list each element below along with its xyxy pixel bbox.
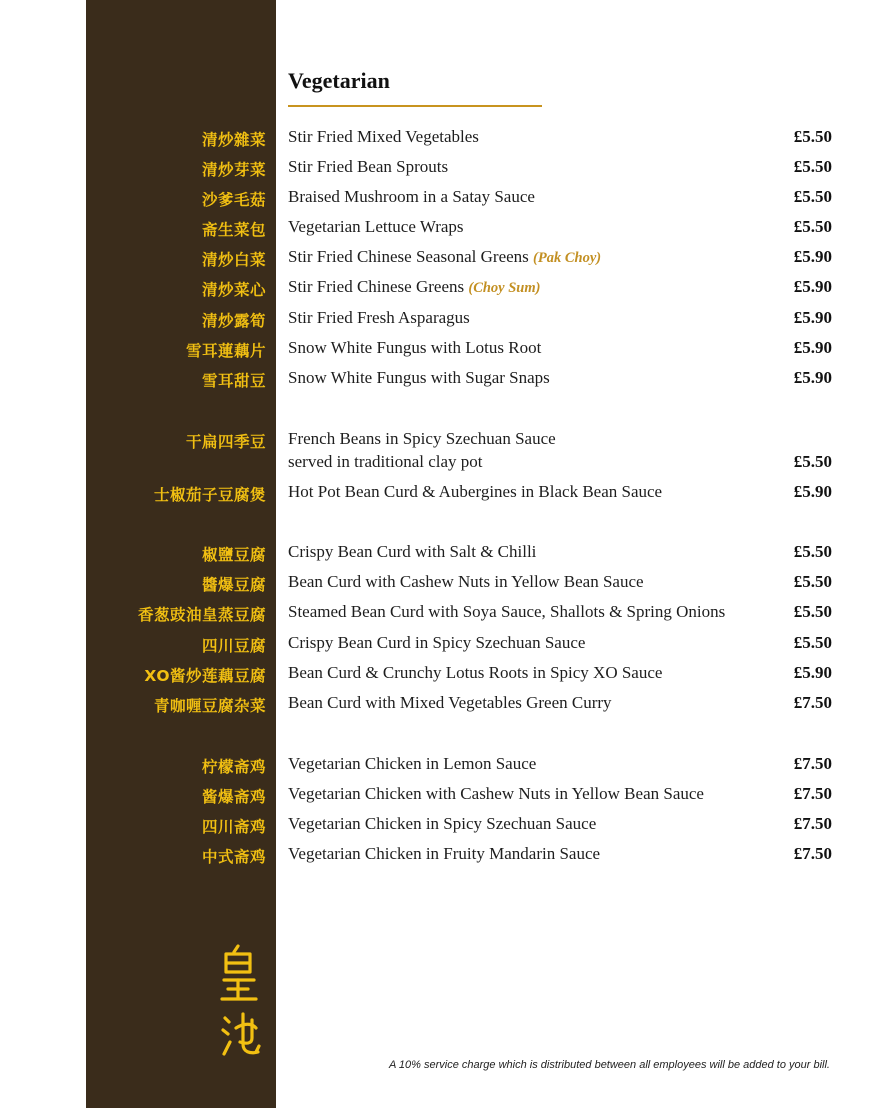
- dish-name: Stir Fried Bean Sprouts: [288, 157, 449, 176]
- dish-price: £5.90: [793, 277, 832, 296]
- dish-name: Vegetarian Chicken in Lemon Sauce: [288, 754, 537, 773]
- service-charge-note: A 10% service charge which is distributed between all employees will be added to your bill.: [388, 1059, 830, 1071]
- dish-price: £5.90: [793, 663, 832, 682]
- dish-name: Stir Fried Fresh Asparagus: [288, 308, 470, 327]
- dish-price: £7.50: [793, 754, 832, 773]
- chinese-name: 清炒露筍: [201, 312, 266, 330]
- chinese-name: 干扁四季豆: [185, 433, 266, 451]
- dish-name: Steamed Bean Curd with Soya Sauce, Shallots & Spring Onions: [288, 602, 726, 621]
- chinese-name: XO酱炒莲藕豆腐: [144, 667, 266, 685]
- chinese-name: 四川斋鸡: [201, 818, 266, 836]
- dish-price: £5.50: [793, 187, 832, 206]
- seal-logo-icon: [200, 938, 270, 1078]
- chinese-name: 士椒茄子豆腐煲: [153, 486, 266, 504]
- dish-price: £5.90: [793, 308, 832, 327]
- dish-name: Stir Fried Chinese Seasonal Greens (Pak Choy): [288, 247, 602, 266]
- dish-name: Vegetarian Chicken with Cashew Nuts in Yellow Bean Sauce: [288, 784, 704, 803]
- chinese-name: 椒鹽豆腐: [201, 546, 266, 564]
- chinese-name: 清炒白菜: [201, 251, 266, 269]
- dish-note: (Choy Sum): [468, 280, 541, 296]
- dish-price: £5.50: [793, 572, 832, 591]
- dish-price: £5.90: [793, 338, 832, 357]
- dish-name: Braised Mushroom in a Satay Sauce: [288, 187, 535, 206]
- dish-name: French Beans in Spicy Szechuan Sauce: [288, 429, 556, 448]
- dish-price: £5.90: [793, 247, 832, 266]
- dish-price: £5.50: [793, 633, 832, 652]
- dish-price: £5.50: [793, 452, 832, 471]
- chinese-name: 清炒菜心: [201, 281, 266, 299]
- dish-price: £7.50: [793, 814, 832, 833]
- section-title: Vegetarian: [288, 68, 390, 93]
- dish-name: Snow White Fungus with Sugar Snaps: [288, 368, 550, 387]
- chinese-name: 雪耳甜豆: [201, 372, 266, 390]
- dish-name: Vegetarian Lettuce Wraps: [288, 217, 464, 236]
- chinese-name: 中式斋鸡: [201, 848, 266, 866]
- chinese-name: 醬爆豆腐: [201, 576, 266, 594]
- chinese-name: 青咖喱豆腐杂菜: [153, 697, 266, 715]
- dish-price: £5.90: [793, 368, 832, 387]
- chinese-name: 雪耳蓮藕片: [185, 342, 266, 360]
- dish-price: £5.50: [793, 217, 832, 236]
- chinese-name: 柠檬斋鸡: [201, 758, 266, 776]
- dish-price: £7.50: [793, 844, 832, 863]
- dish-name: Crispy Bean Curd with Salt & Chilli: [288, 542, 537, 561]
- dish-price: £5.50: [793, 127, 832, 146]
- dish-price: £5.50: [793, 542, 832, 561]
- dish-price: £5.50: [793, 157, 832, 176]
- chinese-name: 清炒芽菜: [201, 161, 266, 179]
- dish-name: Stir Fried Chinese Greens (Choy Sum): [288, 277, 541, 296]
- dish-note: (Pak Choy): [533, 250, 602, 266]
- dish-price: £7.50: [793, 784, 832, 803]
- dish-name: Bean Curd with Mixed Vegetables Green Curry: [288, 693, 612, 712]
- dish-name: Vegetarian Chicken in Spicy Szechuan Sauce: [288, 814, 597, 833]
- dish-name: Stir Fried Mixed Vegetables: [288, 127, 479, 146]
- chinese-name: 香葱豉油皇蒸豆腐: [137, 606, 266, 624]
- chinese-name: 沙爹毛菇: [201, 191, 266, 209]
- dish-name: Vegetarian Chicken in Fruity Mandarin Sauce: [288, 844, 601, 863]
- dish-name: Hot Pot Bean Curd & Aubergines in Black Bean Sauce: [288, 482, 663, 501]
- title-underline: [288, 105, 542, 107]
- dish-name: Snow White Fungus with Lotus Root: [288, 338, 542, 357]
- dish-price: £7.50: [793, 693, 832, 712]
- dish-price: £5.90: [793, 482, 832, 501]
- chinese-name: 清炒雜菜: [201, 131, 266, 149]
- dish-name: Bean Curd with Cashew Nuts in Yellow Bean Sauce: [288, 572, 644, 591]
- dish-name-line2: served in traditional clay pot: [288, 452, 483, 471]
- chinese-name: 斋生菜包: [201, 221, 266, 239]
- dish-name: Crispy Bean Curd in Spicy Szechuan Sauce: [288, 633, 586, 652]
- dish-price: £5.50: [793, 602, 832, 621]
- chinese-name: 四川豆腐: [201, 637, 266, 655]
- dish-name: Bean Curd & Crunchy Lotus Roots in Spicy XO Sauce: [288, 663, 663, 682]
- chinese-name: 酱爆斋鸡: [201, 788, 266, 806]
